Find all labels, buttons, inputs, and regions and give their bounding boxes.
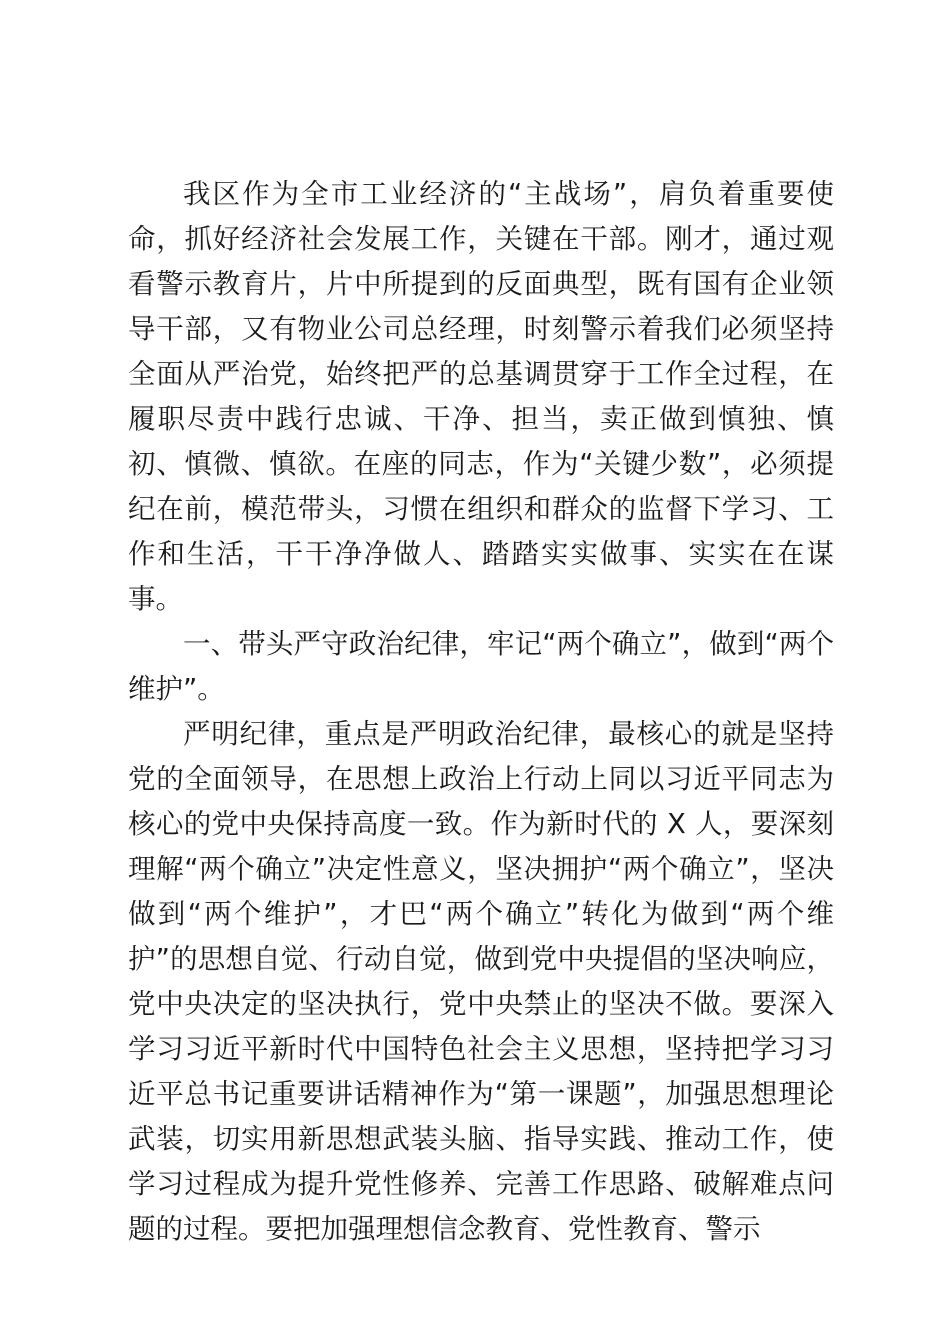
document-body <box>128 172 834 1252</box>
section-heading: 一、带头严守政治纪律，牢记“两个确立”，做到“两个维护”。 <box>128 628 834 705</box>
body-paragraph: 严明纪律，重点是严明政治纪律，最核心的就是坚持党的全面领导，在思想上政治上行动上同以习近平同志为核心的党中央保持高度一致。作为新时代的 X 人，要深刻理解“两个确立”决定性意义，坚决拥护“两个确立”，坚决做到“两个维护”，才巴“两个确立”转化为做到“两个维护”的思想自觉、行动自觉，做到党中央提倡的坚决响应，党中央决定的坚决执行，党中央禁止的坚决不做。要深入学习习近平新时代中国特色社会主义思想，坚持把学习习近平总书记重要讲话精神作为“第一课题”，加强思想理论武装，切实用新思想武装头脑、指导实践、推动工作，使学习过程成为提升党性修养、完善工作思路、破解难点问题的过程。要把加强理想信念教育、党性教育、警示 <box>128 718 834 1245</box>
intro-paragraph: 我区作为全市工业经济的“主战场”，肩负着重要使命，抓好经济社会发展工作，关键在干部。刚才，通过观看警示教育片，片中所提到的反面典型，既有国有企业领导干部，又有物业公司总经理，时刻警示着我们必须坚持全面从严治党，始终把严的总基调贯穿于工作全过程，在履职尽责中践行忠诚、干净、担当，卖正做到慎独、慎初、慎微、慎欲。在座的同志，作为“关键少数”，必须提纪在前，模范带头，习惯在组织和群众的监督下学习、工作和生活，干干净净做人、踏踏实实做事、实实在在谋事。 <box>128 178 834 615</box>
